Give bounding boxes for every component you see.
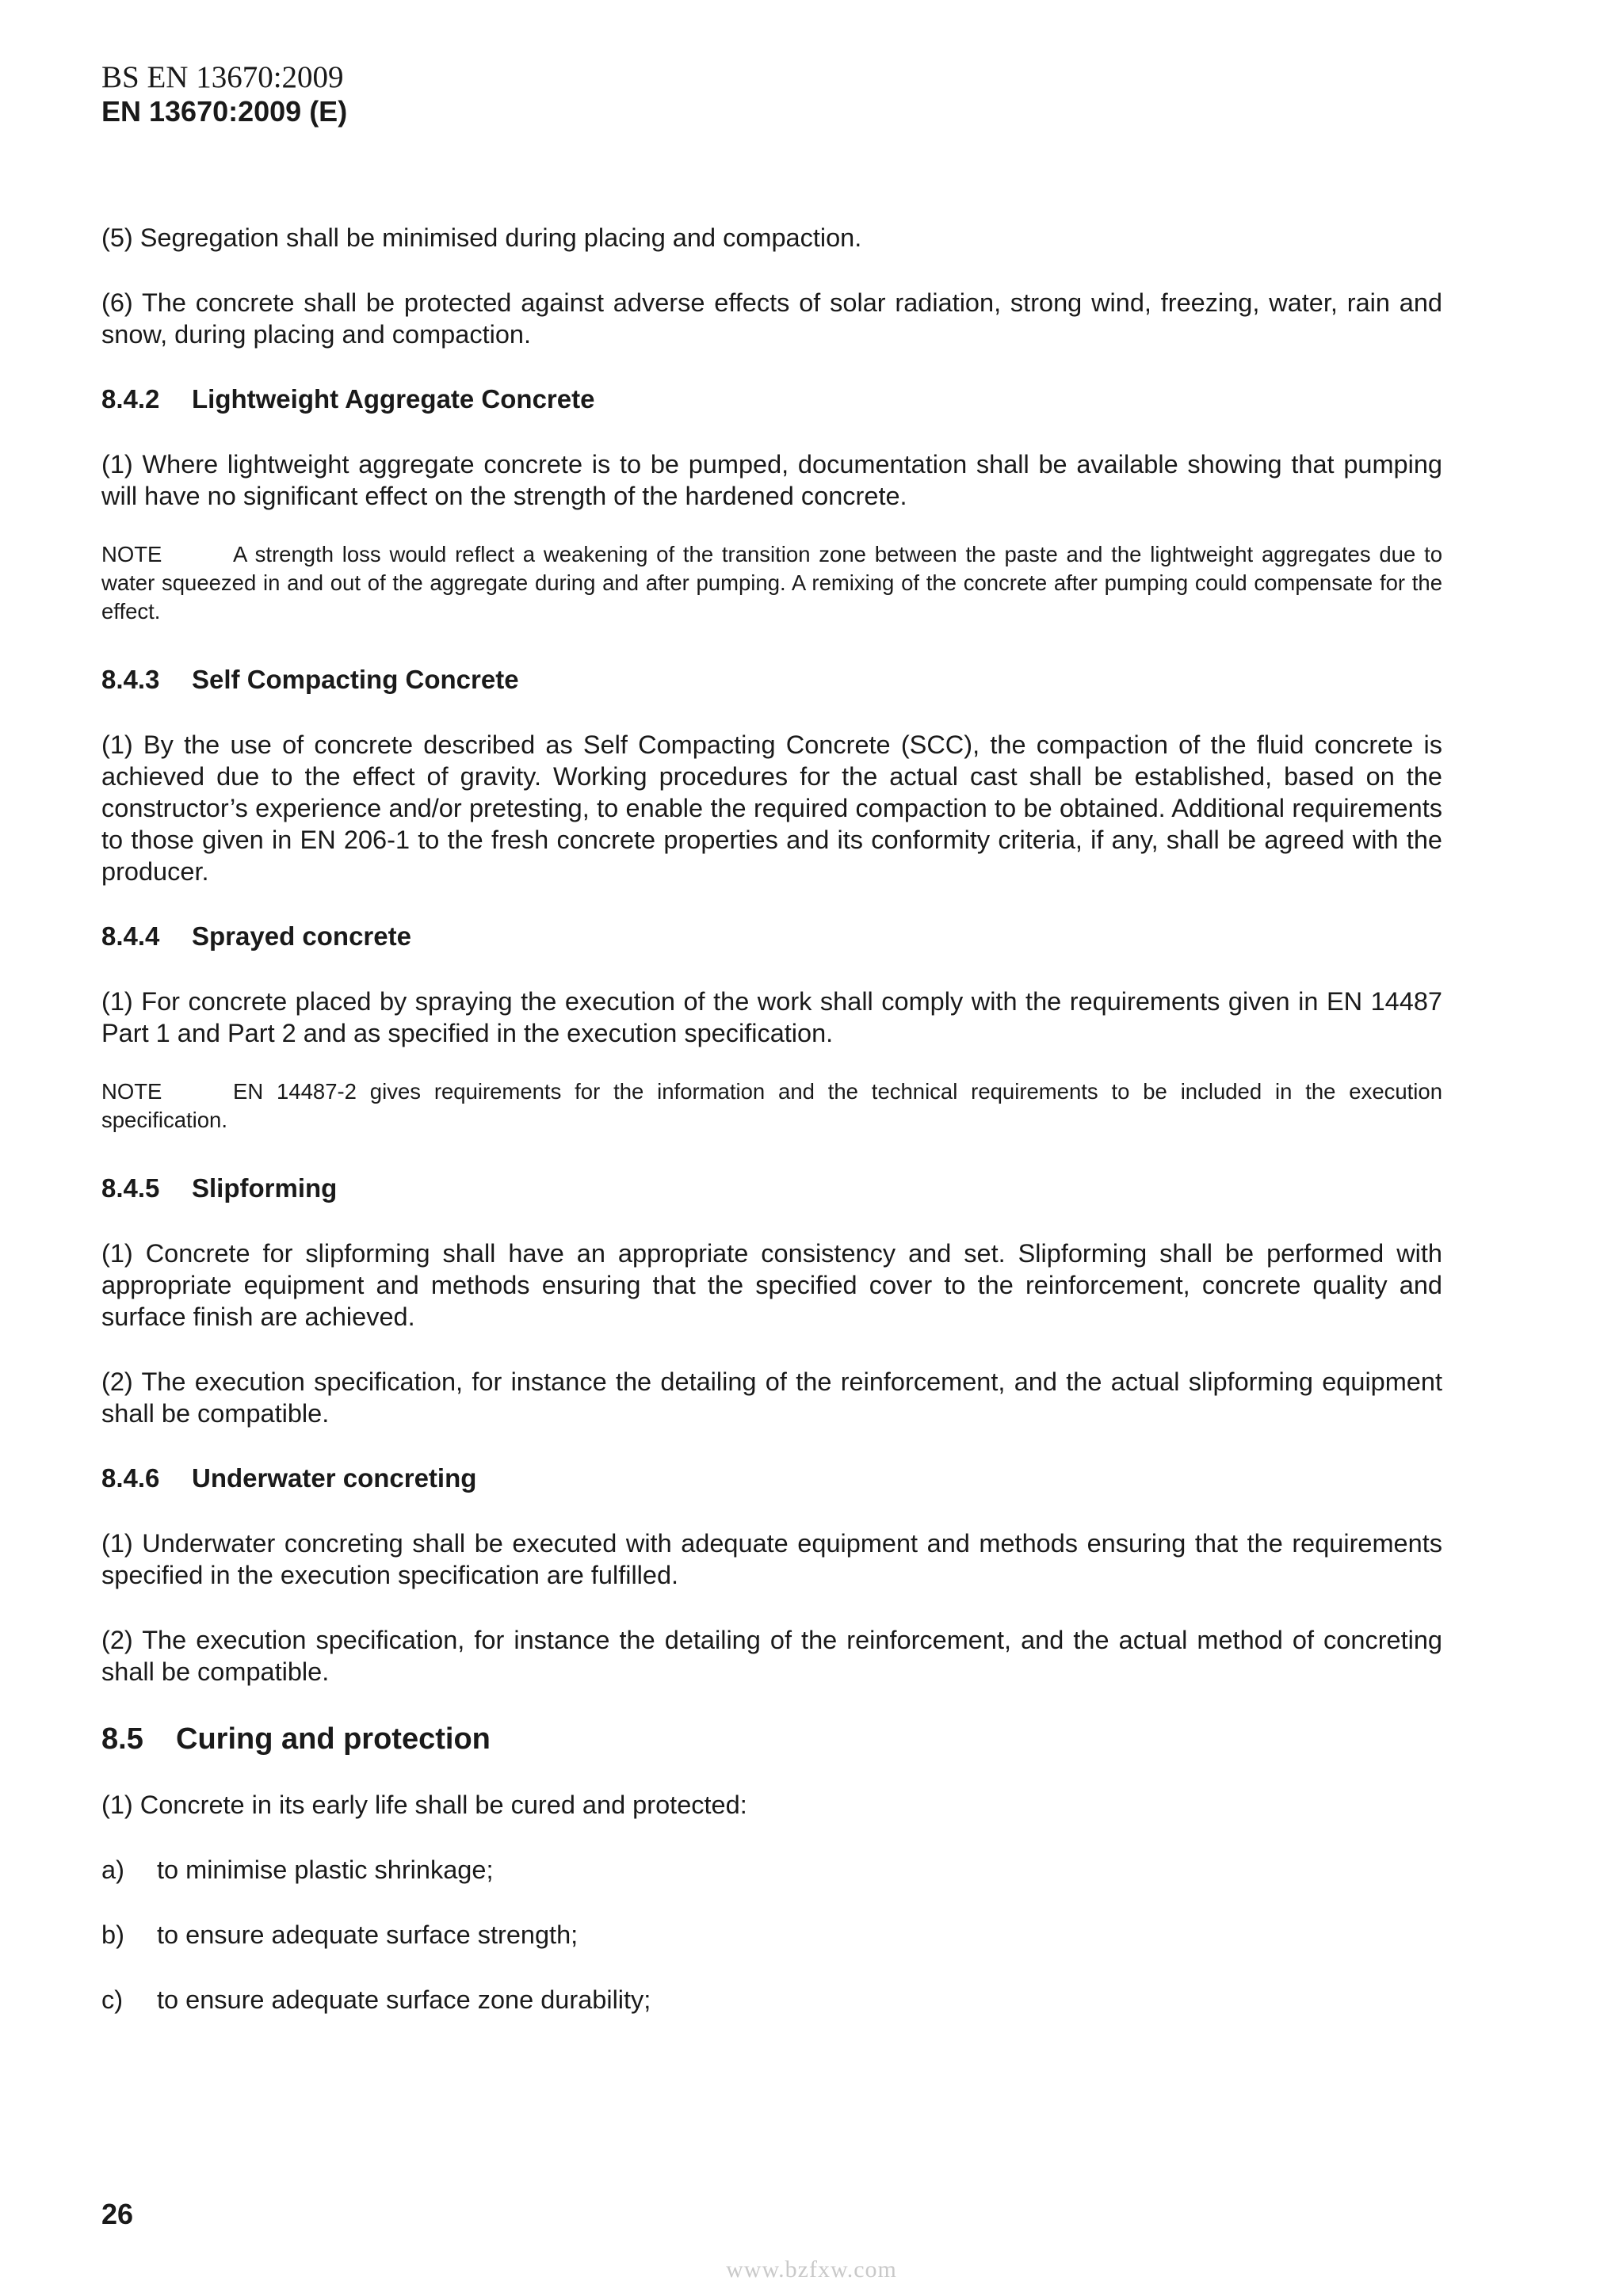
- section-title: Self Compacting Concrete: [192, 665, 519, 694]
- paragraph: (5) Segregation shall be minimised during placing and compaction.: [101, 223, 862, 252]
- paragraph: (6) The concrete shall be protected against adverse effects of solar radiation, strong wind, freezing, water, rain and snow, during placing and compaction.: [101, 288, 1442, 349]
- list-item: [101, 1984, 1442, 2016]
- section-heading-8-4-5: [101, 1173, 1442, 1204]
- standard-id: BS EN 13670:2009: [101, 60, 344, 94]
- standard-id-english: EN 13670:2009 (E): [101, 95, 348, 128]
- section-title: Curing and protection: [176, 1722, 491, 1756]
- page-number: 26: [101, 2198, 134, 2230]
- section-heading-8-4-4: [101, 921, 1442, 952]
- section-title: Lightweight Aggregate Concrete: [192, 384, 595, 414]
- list-item-label: a): [101, 1855, 124, 1884]
- section-heading-8-4-3: [101, 664, 1442, 696]
- section-number: 8.4.4: [101, 921, 160, 951]
- paragraph: (2) The execution specification, for instance the detailing of the reinforcement, and the actual slipforming equipment shall be compatible.: [101, 1367, 1442, 1428]
- paragraph: (1) Concrete for slipforming shall have an appropriate consistency and set. Slipforming shall be performed with appropriate equipment and methods ensuring that the specified cover to the reinforcement, concrete quality and surface finish are achieved.: [101, 1239, 1442, 1331]
- document-body: [101, 222, 1442, 2049]
- section-heading-8-4-6: [101, 1463, 1442, 1494]
- list-item-label: b): [101, 1920, 124, 1949]
- note: [101, 540, 1442, 626]
- list-item-text: to ensure adequate surface strength;: [157, 1920, 579, 1949]
- section-title: Slipforming: [192, 1173, 338, 1203]
- watermark: www.bzfxw.com: [726, 2256, 897, 2283]
- list-item: [101, 1919, 1442, 1951]
- list-item-text: to minimise plastic shrinkage;: [157, 1855, 494, 1884]
- section-number: 8.4.5: [101, 1173, 160, 1203]
- list-item: [101, 1854, 1442, 1886]
- section-number: 8.5: [101, 1722, 143, 1756]
- section-number: 8.4.6: [101, 1463, 160, 1493]
- note-text: EN 14487-2 gives requirements for the information and the technical requirements to be included in the execution specification.: [101, 1079, 1442, 1132]
- note: [101, 1077, 1442, 1135]
- section-number: 8.4.2: [101, 384, 160, 414]
- paragraph: (1) By the use of concrete described as Self Compacting Concrete (SCC), the compaction of the fluid concrete is achieved due to the effect of gravity. Working procedures for the actual cast shall be established, based on the constructor’s experience and/or pretesting, to enable the required compaction to be obtained. Additional requirements to those given in EN 206-1 to the fresh concrete properties and its conformity criteria, if any, shall be agreed with the producer.: [101, 730, 1442, 886]
- section-heading-8-5: [101, 1721, 1442, 1757]
- list-item-label: c): [101, 1985, 124, 2014]
- paragraph: (1) Underwater concreting shall be executed with adequate equipment and methods ensuring that the requirements specified in the execution specification are fulfilled.: [101, 1529, 1442, 1589]
- note-text: A strength loss would reflect a weakening of the transition zone between the paste and the lightweight aggregates due to water squeezed in and out of the aggregate during and after pumping. A remixing of the concrete after pumping could compensate for the effect.: [101, 542, 1442, 624]
- paragraph: (1) Concrete in its early life shall be cured and protected:: [101, 1791, 747, 1819]
- section-title: Sprayed concrete: [192, 921, 411, 951]
- paragraph: (1) For concrete placed by spraying the execution of the work shall comply with the requirements given in EN 14487 Part 1 and Part 2 and as specified in the execution specification.: [101, 987, 1442, 1047]
- note-label: NOTE: [101, 1079, 162, 1104]
- paragraph: (1) Where lightweight aggregate concrete is to be pumped, documentation shall be available showing that pumping will have no significant effect on the strength of the hardened concrete.: [101, 450, 1442, 510]
- list-item-text: to ensure adequate surface zone durability;: [157, 1985, 651, 2014]
- section-number: 8.4.3: [101, 665, 160, 694]
- note-label: NOTE: [101, 542, 162, 566]
- section-title: Underwater concreting: [192, 1463, 477, 1493]
- paragraph: (2) The execution specification, for instance the detailing of the reinforcement, and the actual method of concreting shall be compatible.: [101, 1626, 1442, 1686]
- section-heading-8-4-2: [101, 383, 1442, 415]
